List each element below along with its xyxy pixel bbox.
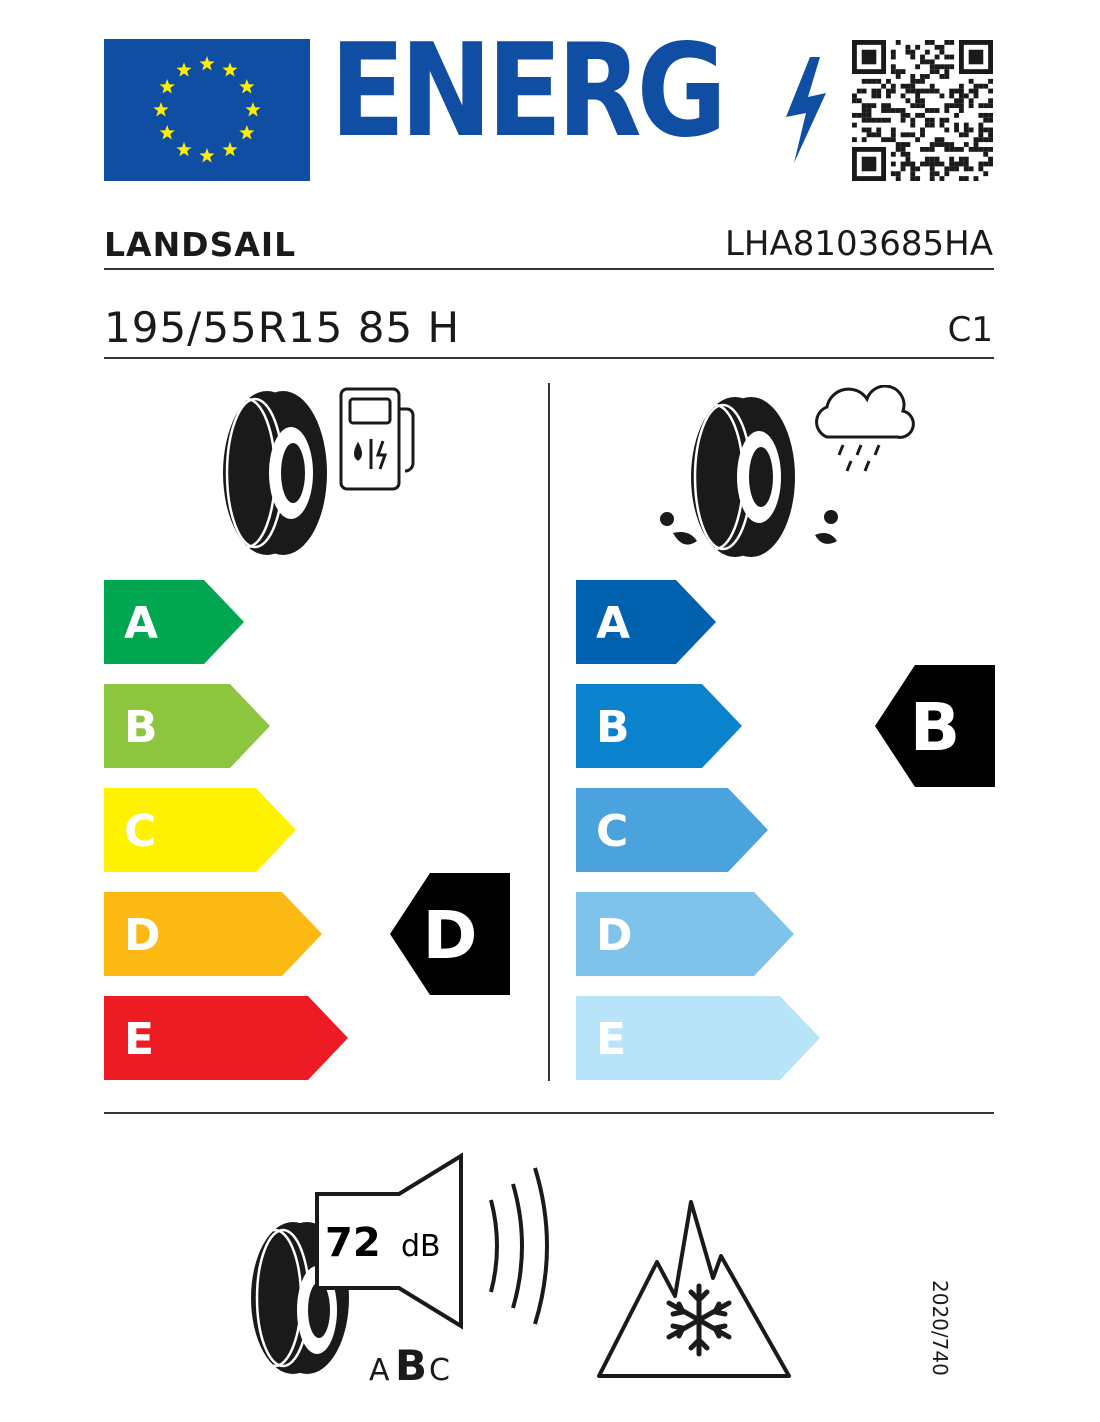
star-icon <box>160 79 175 94</box>
energy-title-text: ENERG <box>330 17 722 166</box>
fuel-efficiency-scale <box>104 580 510 1080</box>
star-icon <box>239 79 254 94</box>
rating-letter-b: B <box>596 702 630 753</box>
star-icon <box>239 125 254 140</box>
three-peak-snowflake-icon <box>595 1196 795 1381</box>
star-icon <box>153 102 168 117</box>
selected-class-letter: B <box>909 689 961 766</box>
energy-title <box>330 17 722 166</box>
brand-name: LANDSAIL <box>104 225 297 264</box>
divider <box>104 357 994 359</box>
rating-letter-e: E <box>124 1014 155 1065</box>
wet-grip-scale <box>576 580 995 1080</box>
noise-class-a: A <box>369 1353 390 1388</box>
lightning-icon <box>780 55 830 165</box>
fuel-efficiency-icon <box>205 385 420 560</box>
sound-waves-icon <box>491 1168 547 1324</box>
noise-value: 72 <box>325 1220 381 1266</box>
star-icon <box>222 62 237 76</box>
noise-class-c: C <box>429 1353 450 1388</box>
fuel-pump-icon <box>341 389 413 489</box>
star-icon <box>199 148 214 163</box>
star-icon <box>176 142 191 157</box>
star-icon <box>176 62 191 76</box>
rating-letter-d: D <box>596 910 633 961</box>
rating-letter-c: C <box>596 806 629 857</box>
rain-cloud-icon <box>817 386 914 471</box>
rating-letter-a: A <box>124 598 159 649</box>
eu-flag <box>104 39 310 181</box>
rating-letter-c: C <box>124 806 157 857</box>
star-icon <box>199 56 214 71</box>
star-icon <box>245 102 260 117</box>
tyre-icon <box>687 397 795 557</box>
noise-icon <box>245 1150 565 1390</box>
rating-letter-a: A <box>596 598 631 649</box>
regulation-number: 2020/740 <box>928 1280 952 1376</box>
model-code: LHA8103685HA <box>724 224 993 264</box>
qr-code-icon <box>852 40 993 181</box>
tyre-icon <box>219 391 327 555</box>
tyre-class: C1 <box>947 310 993 350</box>
divider <box>104 268 994 270</box>
selected-class-letter: D <box>422 897 478 974</box>
star-icon <box>222 142 237 157</box>
star-icon <box>160 125 175 140</box>
noise-class-b: B <box>395 1341 428 1390</box>
noise-unit: dB <box>401 1229 441 1264</box>
rating-letter-b: B <box>124 702 158 753</box>
noise-class-scale <box>369 1341 450 1390</box>
divider <box>104 1112 994 1114</box>
rating-scales <box>100 575 1000 1085</box>
rating-letter-e: E <box>596 1014 627 1065</box>
rating-letter-d: D <box>124 910 161 961</box>
eu-stars-icon <box>104 39 310 181</box>
wet-grip-icon <box>655 385 920 560</box>
tyre-size: 195/55R15 85 H <box>104 303 461 352</box>
